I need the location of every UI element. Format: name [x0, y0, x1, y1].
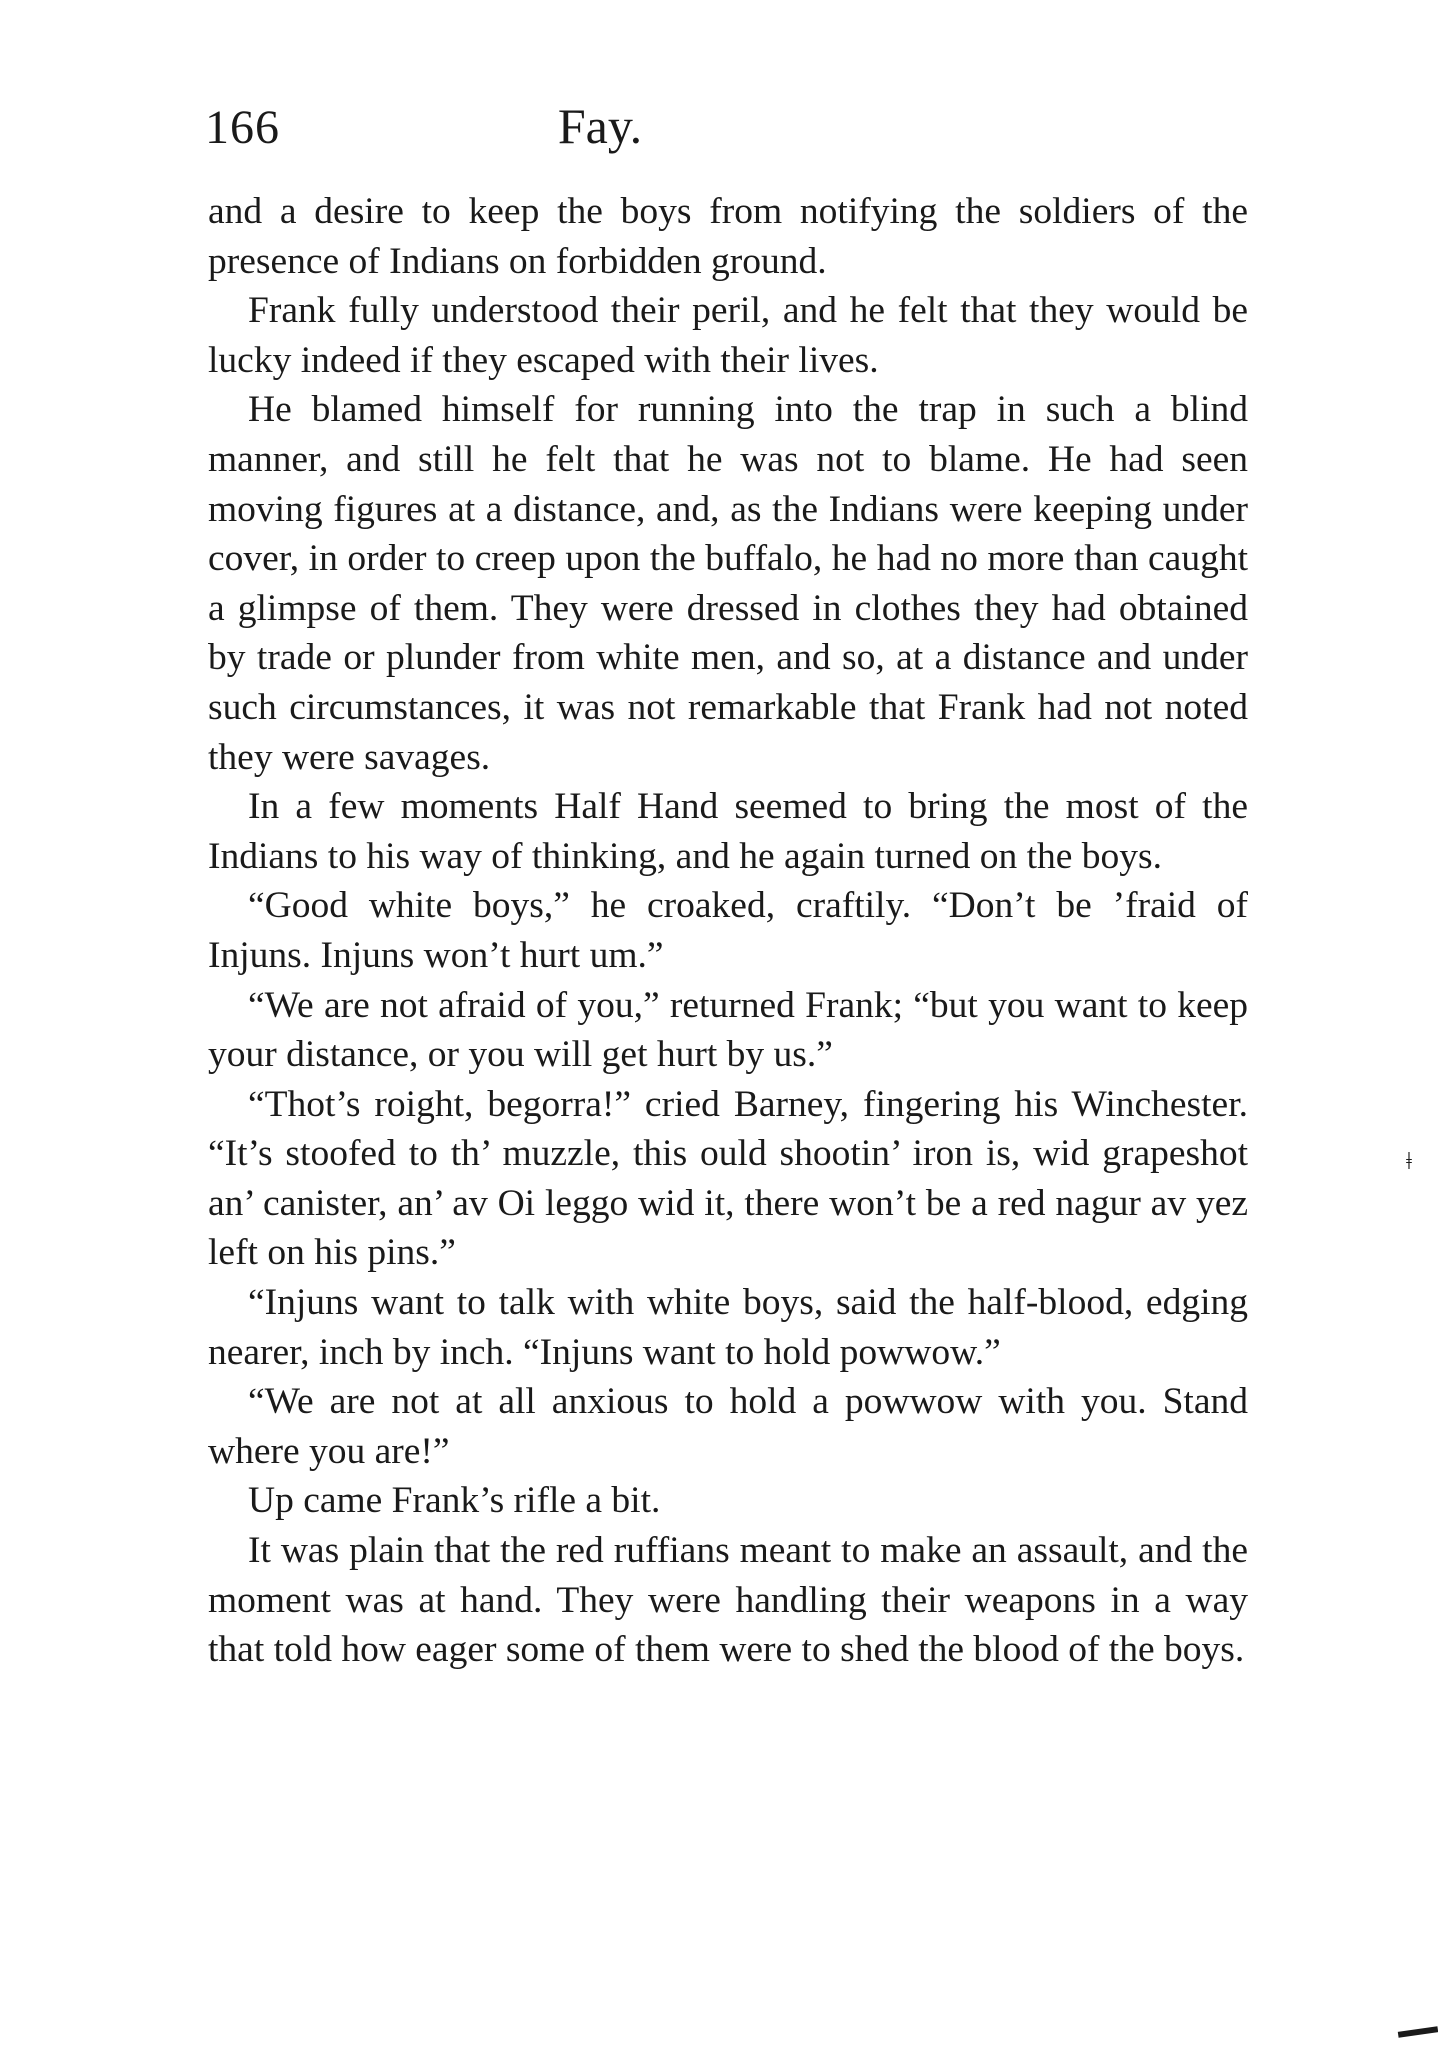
paragraph: It was plain that the red ruffians meant to make an assault, and the moment was at hand. They were handling their weapons in a way that told how eager some of them were to shed the blood of the boys.	[208, 1530, 1248, 1671]
paragraph: “Injuns want to talk with white boys, said the half-blood, edging nearer, inch by inch. “Injuns want to hold powwow.”	[208, 1282, 1248, 1373]
body-text	[208, 187, 1248, 1675]
paragraph: “We are not at all anxious to hold a powwow with you. Stand where you are!”	[208, 1381, 1248, 1472]
paragraph: “Good white boys,” he croaked, craftily. “Don’t be ’fraid of Injuns. Injuns won’t hurt um.”	[208, 885, 1248, 976]
running-title: Fay.	[557, 98, 643, 154]
paragraph: and a desire to keep the boys from notifying the soldiers of the presence of Indians on forbidden ground.	[208, 191, 1248, 282]
paragraph: Frank fully understood their peril, and he felt that they would be lucky indeed if they escaped with their lives.	[208, 290, 1248, 381]
scan-edge-mark	[1398, 2026, 1438, 2038]
margin-mark: ǂ	[1406, 1149, 1412, 1175]
paragraph: In a few moments Half Hand seemed to bring the most of the Indians to his way of thinking, and he again turned on the boys.	[208, 786, 1248, 877]
page-number: 166	[205, 101, 280, 154]
paragraph: “We are not afraid of you,” returned Frank; “but you want to keep your distance, or you will get hurt by us.”	[208, 984, 1248, 1076]
paragraph: “Thot’s roight, begorra!” cried Barney, fingering his Winchester. “It’s stoofed to th’ muzzle, this ould shootin’ iron is, wid grapeshot an’ canister, an’ av Oi leggo wid it, there won’t be a red nagur av yez left on his pins.”	[208, 1083, 1248, 1274]
paragraph: He blamed himself for running into the trap in such a blind manner, and still he felt that he was not to blame. He had seen moving figures at a distance, and, as the Indians were keeping under cover, in order to creep upon the buffalo, he had no more than caught a glimpse of them. They were dressed in clothes they had obtained by trade or plunder from white men, and so, at a distance and under such circumstances, it was not remarkable that Frank had not noted they were savages.	[208, 389, 1248, 778]
paragraph: Up came Frank’s rifle a bit.	[248, 1480, 661, 1522]
